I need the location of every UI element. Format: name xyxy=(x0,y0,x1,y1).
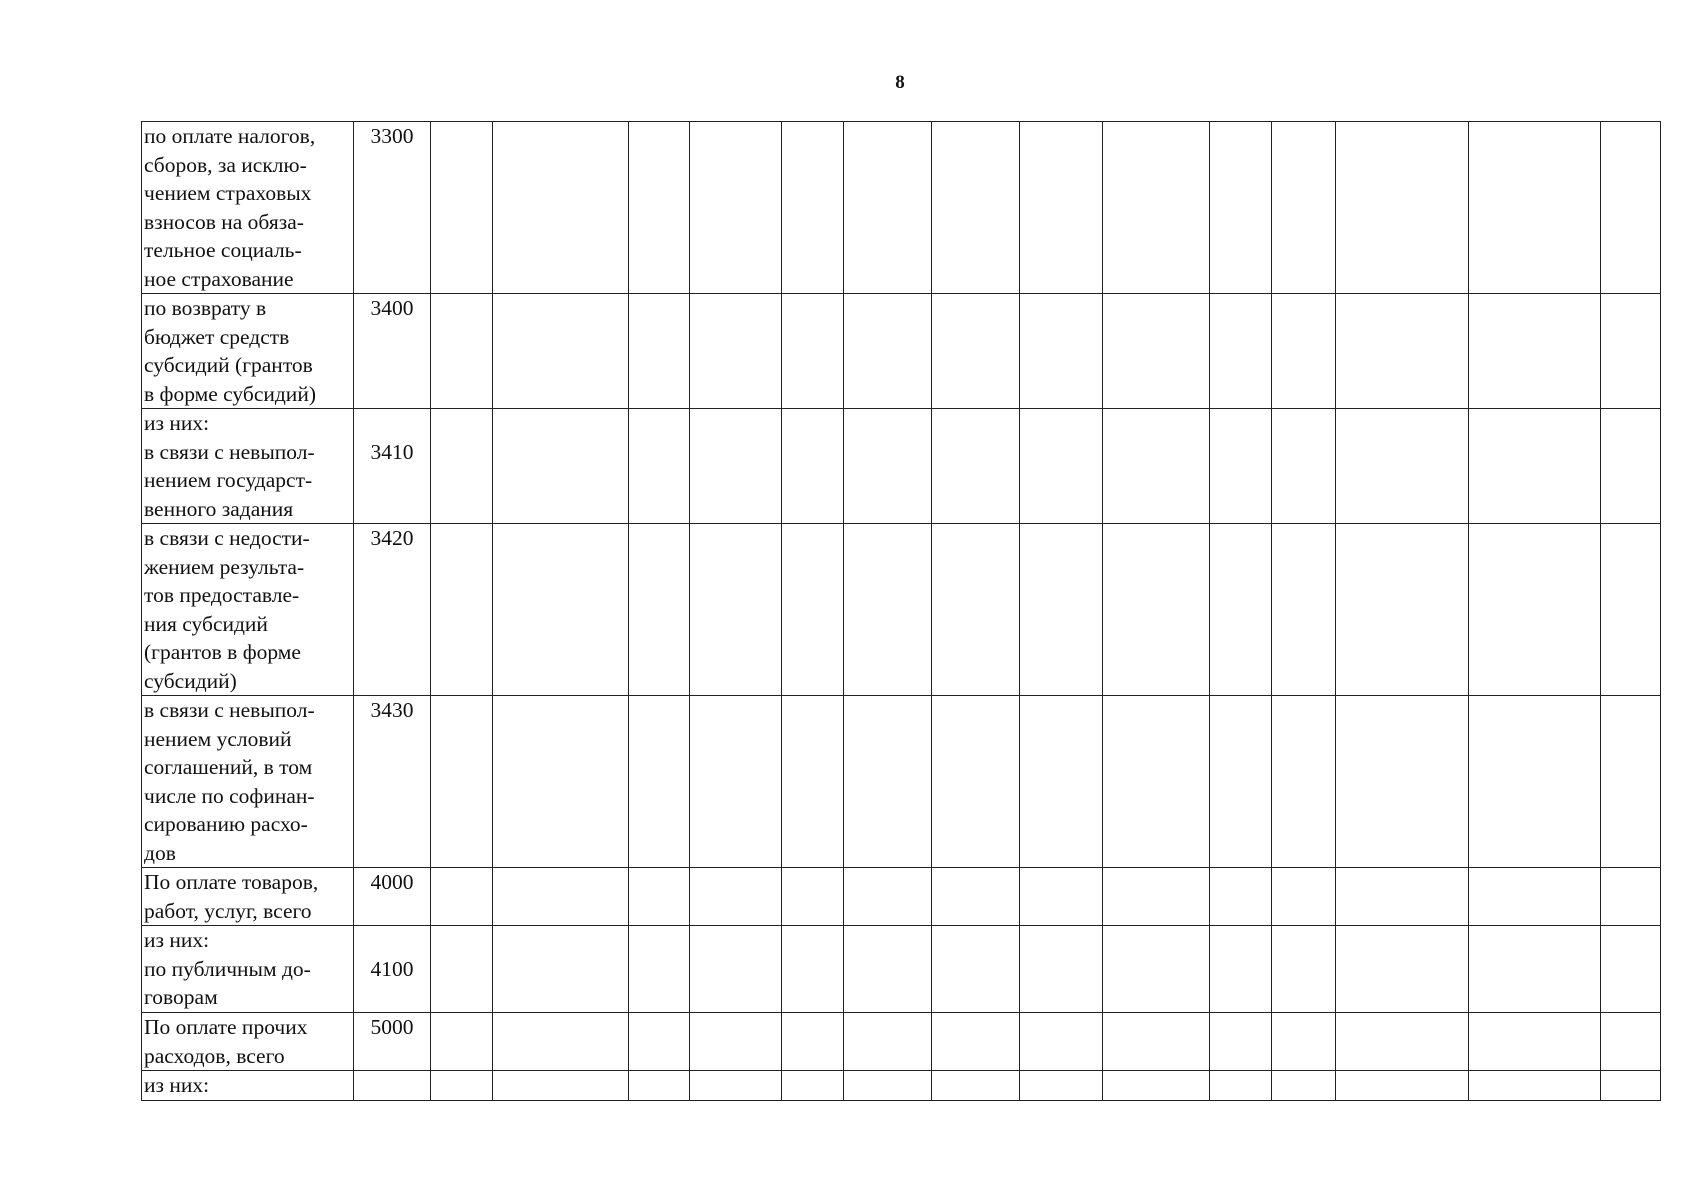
value-cell[interactable] xyxy=(782,696,844,868)
value-cell[interactable] xyxy=(690,524,782,696)
table-row xyxy=(142,294,1661,409)
value-cell[interactable] xyxy=(782,868,844,926)
value-cell[interactable] xyxy=(431,122,493,294)
value-cell[interactable] xyxy=(1210,1071,1272,1101)
row-label: по оплате налогов, сборов, за исклю- чением страховых взносов на обяза- тельное социаль- ное страхование xyxy=(142,122,354,294)
value-cell[interactable] xyxy=(1469,409,1601,524)
value-cell[interactable] xyxy=(1601,122,1661,294)
row-code: 3430 xyxy=(354,696,431,868)
value-cell[interactable] xyxy=(932,868,1020,926)
value-cell[interactable] xyxy=(493,122,629,294)
value-cell[interactable] xyxy=(782,409,844,524)
value-cell[interactable] xyxy=(690,926,782,1013)
value-cell[interactable] xyxy=(690,409,782,524)
value-cell[interactable] xyxy=(1272,1013,1336,1071)
value-cell[interactable] xyxy=(629,294,690,409)
value-cell[interactable] xyxy=(493,1013,629,1071)
value-cell[interactable] xyxy=(431,926,493,1013)
value-cell[interactable] xyxy=(1469,1071,1601,1101)
value-cell[interactable] xyxy=(1336,524,1469,696)
value-cell[interactable] xyxy=(1020,294,1103,409)
row-label: по возврату в бюджет средств субсидий (грантов в форме субсидий) xyxy=(142,294,354,409)
value-cell[interactable] xyxy=(431,696,493,868)
row-label: в связи с невыпол- нением условий соглашений, в том числе по софинан- сированию расхо- дов xyxy=(142,696,354,868)
value-cell[interactable] xyxy=(629,122,690,294)
row-label: в связи с недости- жением результа- тов предоставле- ния субсидий (грантов в форме субсидий) xyxy=(142,524,354,696)
table-row xyxy=(142,926,1661,1013)
value-cell[interactable] xyxy=(1336,1013,1469,1071)
row-code: 5000 xyxy=(354,1013,431,1071)
row-label: По оплате товаров, работ, услуг, всего xyxy=(142,868,354,926)
value-cell[interactable] xyxy=(431,294,493,409)
value-cell[interactable] xyxy=(844,696,932,868)
value-cell[interactable] xyxy=(1020,1013,1103,1071)
value-cell[interactable] xyxy=(1469,926,1601,1013)
value-cell[interactable] xyxy=(1469,868,1601,926)
value-cell[interactable] xyxy=(1469,122,1601,294)
value-cell[interactable] xyxy=(690,868,782,926)
value-cell[interactable] xyxy=(629,868,690,926)
row-label: из них: в связи с невыпол- нением государст- венного задания xyxy=(142,409,354,524)
value-cell[interactable] xyxy=(1210,524,1272,696)
table-body xyxy=(142,122,1661,1101)
value-cell[interactable] xyxy=(493,926,629,1013)
value-cell[interactable] xyxy=(844,524,932,696)
value-cell[interactable] xyxy=(431,524,493,696)
value-cell[interactable] xyxy=(1601,868,1661,926)
value-cell[interactable] xyxy=(1103,696,1210,868)
value-cell[interactable] xyxy=(431,409,493,524)
value-cell[interactable] xyxy=(932,409,1020,524)
value-cell[interactable] xyxy=(629,1013,690,1071)
row-code: 4000 xyxy=(354,868,431,926)
value-cell[interactable] xyxy=(629,1071,690,1101)
row-code: 3420 xyxy=(354,524,431,696)
value-cell[interactable] xyxy=(629,696,690,868)
value-cell[interactable] xyxy=(629,409,690,524)
value-cell[interactable] xyxy=(431,1071,493,1101)
value-cell[interactable] xyxy=(1020,926,1103,1013)
value-cell[interactable] xyxy=(1020,409,1103,524)
value-cell[interactable] xyxy=(1210,409,1272,524)
value-cell[interactable] xyxy=(1601,696,1661,868)
value-cell[interactable] xyxy=(1103,524,1210,696)
value-cell[interactable] xyxy=(1601,409,1661,524)
value-cell[interactable] xyxy=(1272,294,1336,409)
value-cell[interactable] xyxy=(1601,1013,1661,1071)
value-cell[interactable] xyxy=(844,122,932,294)
value-cell[interactable] xyxy=(932,294,1020,409)
value-cell[interactable] xyxy=(1336,868,1469,926)
value-cell[interactable] xyxy=(690,122,782,294)
value-cell[interactable] xyxy=(1210,294,1272,409)
value-cell[interactable] xyxy=(493,524,629,696)
value-cell[interactable] xyxy=(1336,122,1469,294)
value-cell[interactable] xyxy=(932,696,1020,868)
value-cell[interactable] xyxy=(1272,868,1336,926)
value-cell[interactable] xyxy=(1210,696,1272,868)
value-cell[interactable] xyxy=(1469,294,1601,409)
value-cell[interactable] xyxy=(1336,926,1469,1013)
value-cell[interactable] xyxy=(1336,294,1469,409)
value-cell[interactable] xyxy=(844,1013,932,1071)
value-cell[interactable] xyxy=(782,926,844,1013)
value-cell[interactable] xyxy=(493,696,629,868)
row-code: 3400 xyxy=(354,294,431,409)
value-cell[interactable] xyxy=(932,1013,1020,1071)
row-label: из них: по публичным до- говорам xyxy=(142,926,354,1013)
value-cell[interactable] xyxy=(844,294,932,409)
value-cell[interactable] xyxy=(1272,1071,1336,1101)
value-cell[interactable] xyxy=(493,868,629,926)
value-cell[interactable] xyxy=(782,1013,844,1071)
value-cell[interactable] xyxy=(690,696,782,868)
value-cell[interactable] xyxy=(690,1071,782,1101)
value-cell[interactable] xyxy=(493,294,629,409)
value-cell[interactable] xyxy=(431,1013,493,1071)
value-cell[interactable] xyxy=(1020,696,1103,868)
value-cell[interactable] xyxy=(844,926,932,1013)
page-number: 8 xyxy=(895,72,905,93)
value-cell[interactable] xyxy=(690,294,782,409)
value-cell[interactable] xyxy=(1020,122,1103,294)
value-cell[interactable] xyxy=(1020,524,1103,696)
value-cell[interactable] xyxy=(1210,1013,1272,1071)
value-cell[interactable] xyxy=(932,524,1020,696)
value-cell[interactable] xyxy=(1103,1071,1210,1101)
row-code: 3300 xyxy=(354,122,431,294)
value-cell[interactable] xyxy=(1336,1071,1469,1101)
value-cell[interactable] xyxy=(629,524,690,696)
value-cell[interactable] xyxy=(782,122,844,294)
value-cell[interactable] xyxy=(932,122,1020,294)
row-code: 4100 xyxy=(354,926,431,1013)
value-cell[interactable] xyxy=(1103,926,1210,1013)
table-row xyxy=(142,1013,1661,1071)
value-cell[interactable] xyxy=(431,868,493,926)
value-cell[interactable] xyxy=(1210,868,1272,926)
value-cell[interactable] xyxy=(1601,926,1661,1013)
table-row xyxy=(142,524,1661,696)
value-cell[interactable] xyxy=(1272,524,1336,696)
row-label: По оплате прочих расходов, всего xyxy=(142,1013,354,1071)
value-cell[interactable] xyxy=(1020,1071,1103,1101)
table-row xyxy=(142,1071,1661,1101)
value-cell[interactable] xyxy=(1601,524,1661,696)
value-cell[interactable] xyxy=(782,1071,844,1101)
value-cell[interactable] xyxy=(629,926,690,1013)
value-cell[interactable] xyxy=(1272,696,1336,868)
value-cell[interactable] xyxy=(1272,122,1336,294)
value-cell[interactable] xyxy=(1210,122,1272,294)
value-cell[interactable] xyxy=(1103,122,1210,294)
value-cell[interactable] xyxy=(844,1071,932,1101)
value-cell[interactable] xyxy=(932,926,1020,1013)
value-cell[interactable] xyxy=(1020,868,1103,926)
value-cell[interactable] xyxy=(844,409,932,524)
value-cell[interactable] xyxy=(1103,294,1210,409)
value-cell[interactable] xyxy=(1336,696,1469,868)
value-cell[interactable] xyxy=(932,1071,1020,1101)
value-cell[interactable] xyxy=(1103,868,1210,926)
value-cell[interactable] xyxy=(690,1013,782,1071)
value-cell[interactable] xyxy=(1469,696,1601,868)
table-row xyxy=(142,409,1661,524)
value-cell[interactable] xyxy=(1103,1013,1210,1071)
value-cell[interactable] xyxy=(782,294,844,409)
value-cell[interactable] xyxy=(1469,1013,1601,1071)
value-cell[interactable] xyxy=(782,524,844,696)
row-code: 3410 xyxy=(354,409,431,524)
value-cell[interactable] xyxy=(1272,926,1336,1013)
value-cell[interactable] xyxy=(493,1071,629,1101)
value-cell[interactable] xyxy=(1210,926,1272,1013)
value-cell[interactable] xyxy=(1336,409,1469,524)
row-label: из них: xyxy=(142,1071,354,1101)
value-cell[interactable] xyxy=(493,409,629,524)
value-cell[interactable] xyxy=(1469,524,1601,696)
value-cell[interactable] xyxy=(1601,1071,1661,1101)
value-cell[interactable] xyxy=(1272,409,1336,524)
value-cell[interactable] xyxy=(1601,294,1661,409)
table-row xyxy=(142,868,1661,926)
table-row xyxy=(142,122,1661,294)
report-table xyxy=(141,121,1661,1101)
table-row xyxy=(142,696,1661,868)
value-cell[interactable] xyxy=(844,868,932,926)
row-code xyxy=(354,1071,431,1101)
value-cell[interactable] xyxy=(1103,409,1210,524)
